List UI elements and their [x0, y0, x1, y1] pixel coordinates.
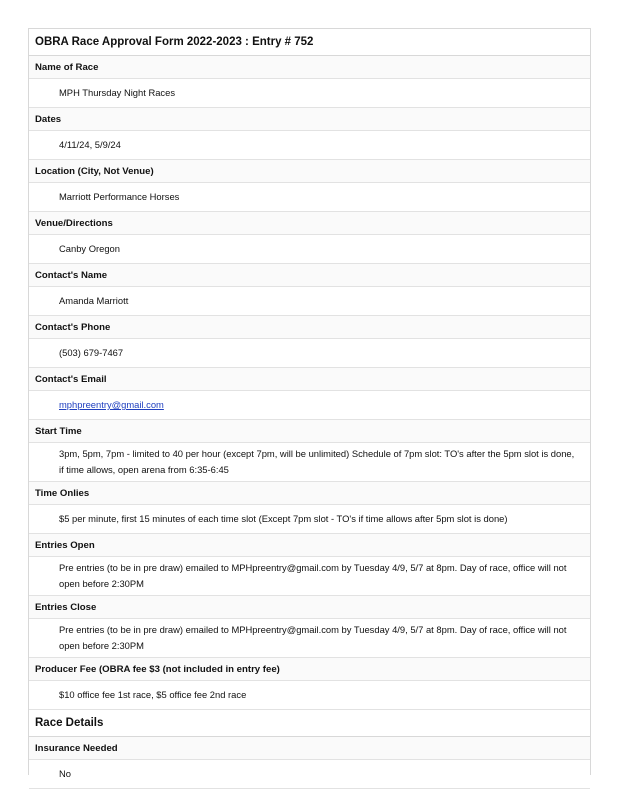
form-title: OBRA Race Approval Form 2022-2023 : Entry # 752 [29, 29, 590, 56]
entries-close-label: Entries Close [29, 596, 590, 619]
dates-value: 4/11/24, 5/9/24 [29, 131, 590, 160]
contact-email-label: Contact's Email [29, 368, 590, 391]
time-onlies-label: Time Onlies [29, 482, 590, 505]
contact-name-label: Contact's Name [29, 264, 590, 287]
venue-value: Canby Oregon [29, 235, 590, 264]
insurance-value: No [29, 760, 590, 789]
contact-name-value: Amanda Marriott [29, 287, 590, 316]
location-label: Location (City, Not Venue) [29, 160, 590, 183]
entries-open-label: Entries Open [29, 534, 590, 557]
entries-open-value: Pre entries (to be in pre draw) emailed to MPHpreentry@gmail.com by Tuesday 4/9, 5/7 at 8pm. Day of race, office will not open before 2:30PM [29, 557, 590, 596]
start-time-value: 3pm, 5pm, 7pm - limited to 40 per hour (except 7pm, will be unlimited) Schedule of 7pm slot: TO's after the 5pm slot is done, if time allows, open arena from 6:35-6:45 [29, 443, 590, 482]
approval-form [28, 28, 591, 779]
name-of-race-value: MPH Thursday Night Races [29, 79, 590, 108]
producer-fee-value: $10 office fee 1st race, $5 office fee 2nd race [29, 681, 590, 710]
name-of-race-label: Name of Race [29, 56, 590, 79]
location-value: Marriott Performance Horses [29, 183, 590, 212]
dates-label: Dates [29, 108, 590, 131]
contact-email-row [29, 391, 590, 420]
time-onlies-value: $5 per minute, first 15 minutes of each time slot (Except 7pm slot - TO's if time allows after 5pm slot is done) [29, 505, 590, 534]
insurance-label: Insurance Needed [29, 737, 590, 760]
race-details-heading: Race Details [29, 710, 590, 737]
entries-close-value: Pre entries (to be in pre draw) emailed to MPHpreentry@gmail.com by Tuesday 4/9, 5/7 at 8pm. Day of race, office will not open before 2:30PM [29, 619, 590, 658]
contact-phone-label: Contact's Phone [29, 316, 590, 339]
venue-label: Venue/Directions [29, 212, 590, 235]
contact-email-link[interactable]: mphpreentry@gmail.com [59, 399, 164, 410]
contact-phone-value: (503) 679-7467 [29, 339, 590, 368]
producer-fee-label: Producer Fee (OBRA fee $3 (not included in entry fee) [29, 658, 590, 681]
start-time-label: Start Time [29, 420, 590, 443]
